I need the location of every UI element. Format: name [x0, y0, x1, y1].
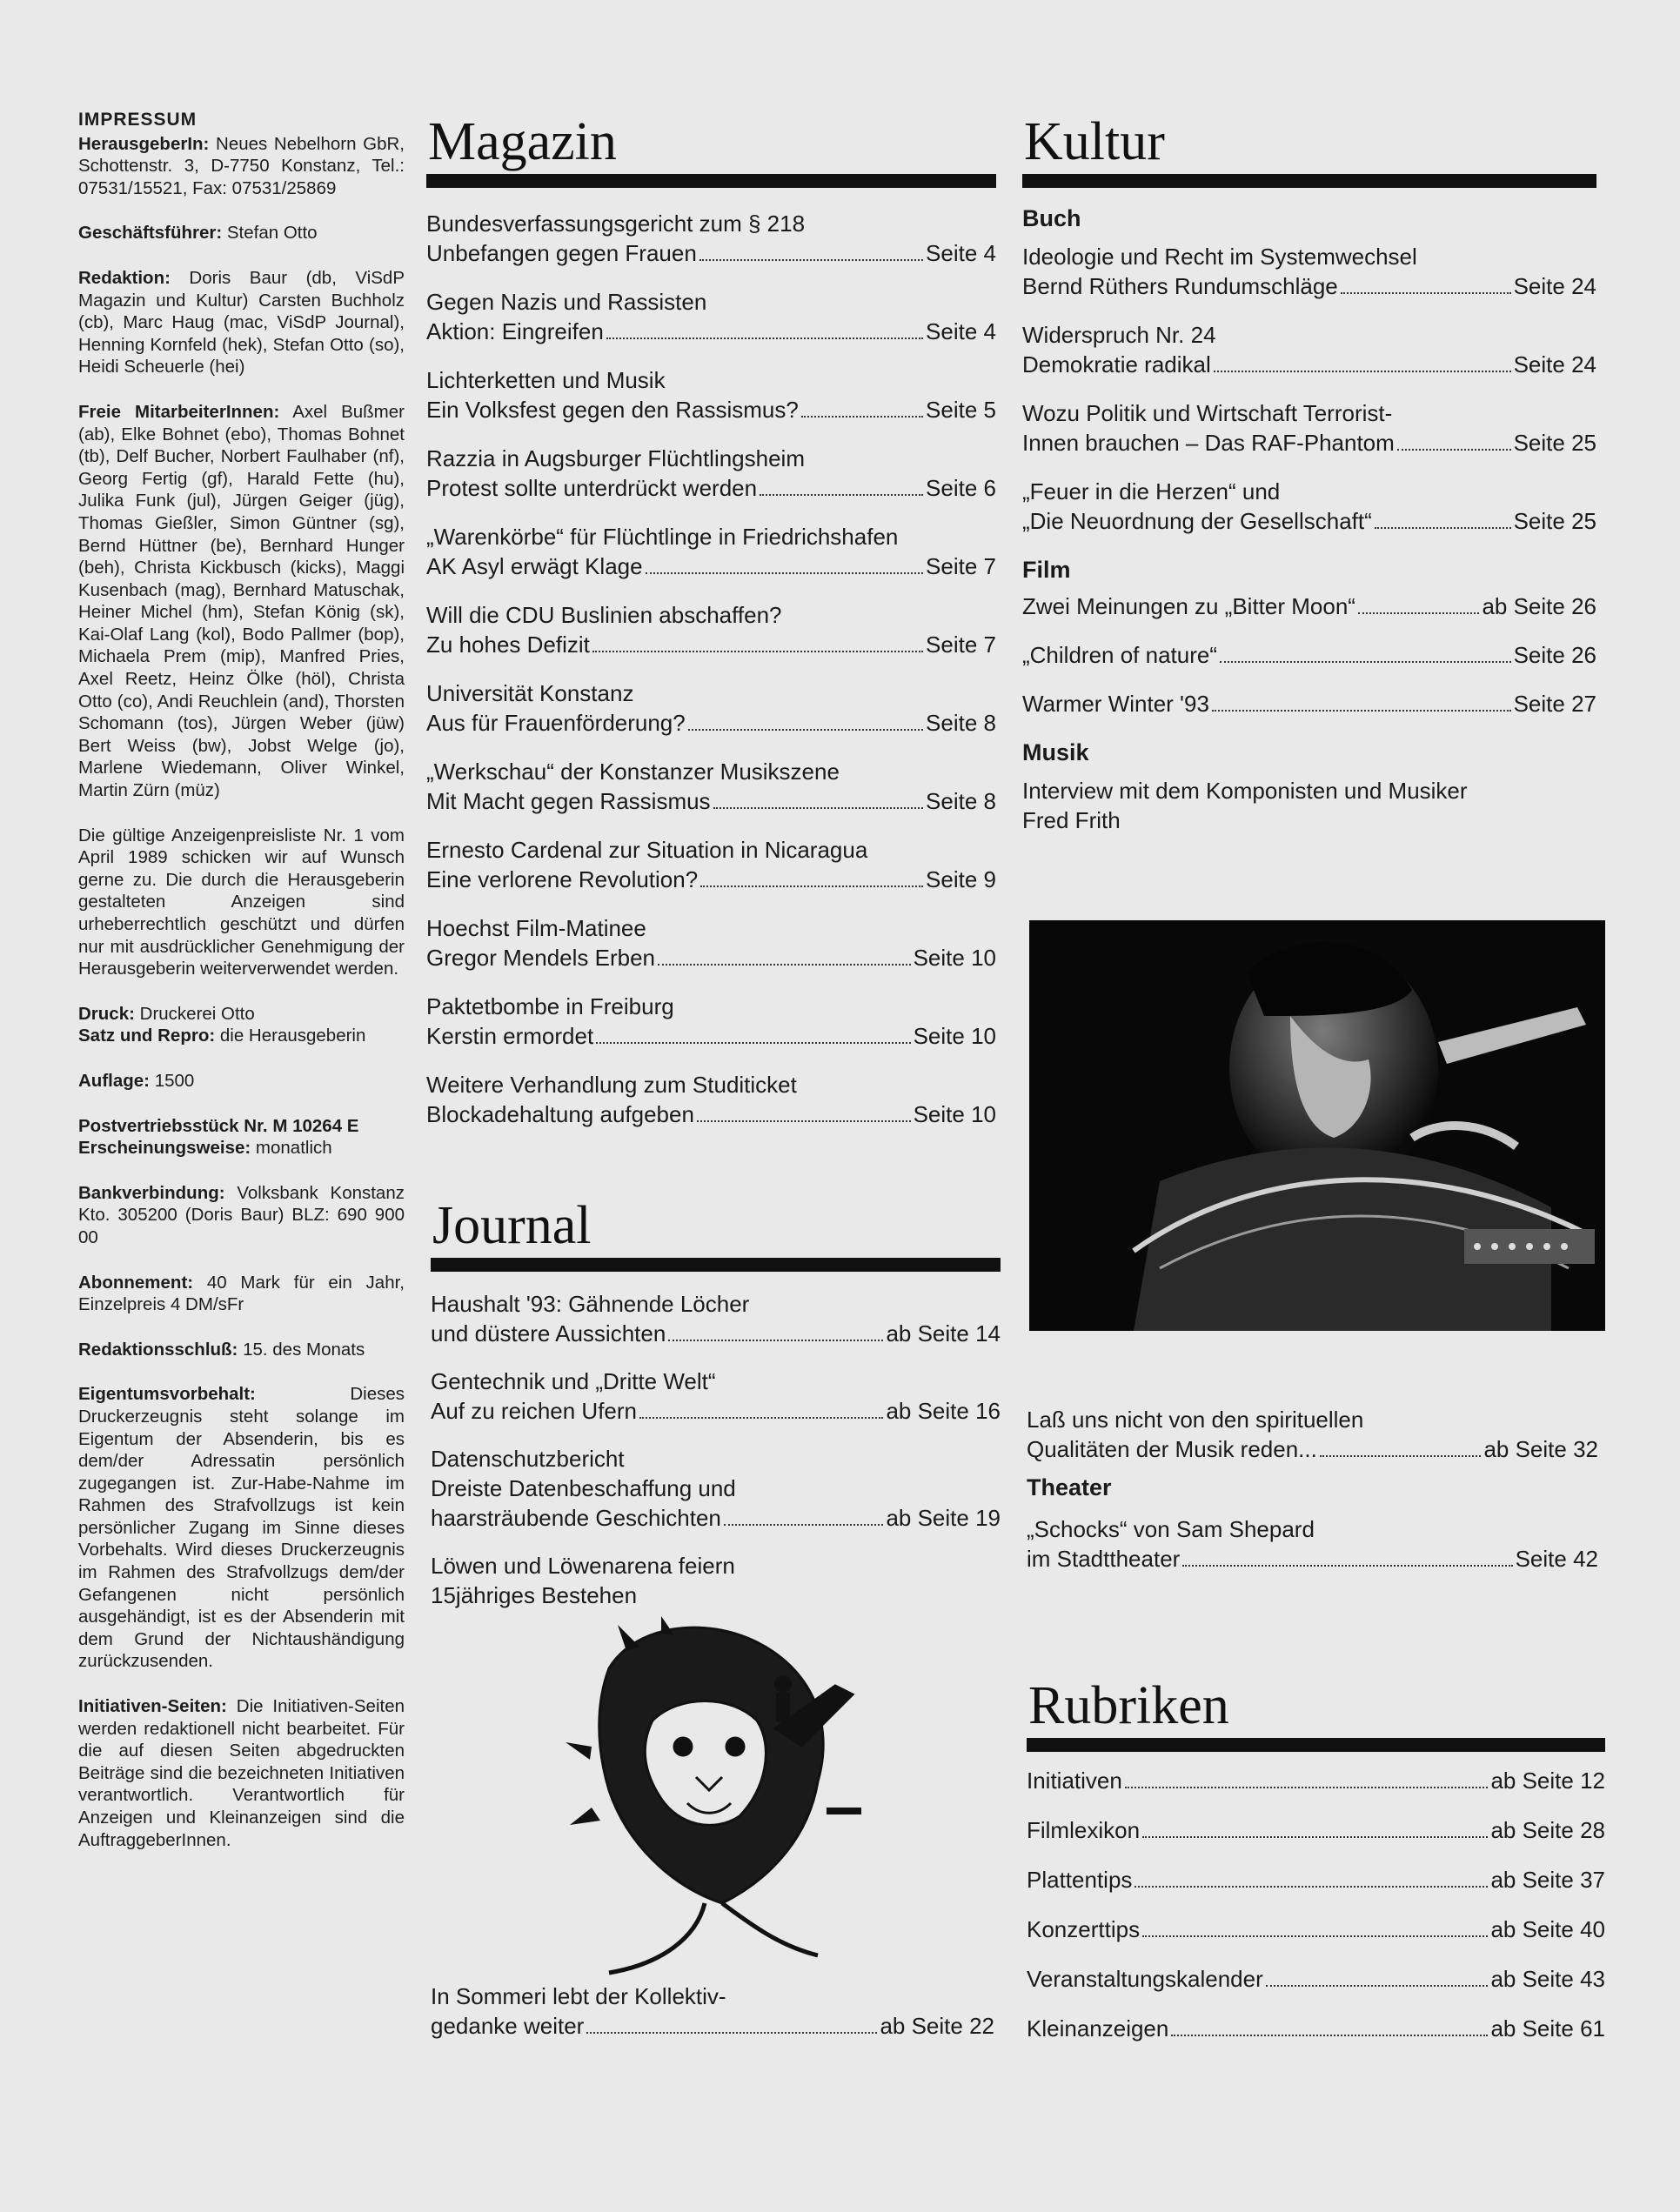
impressum-text: Doris Baur (db, ViSdP Magazin und Kultur) Carsten Buchholz (cb), Marc Haug (mac, ViSdP Journal), Henning Kornfeld (hek), Stefan Otto (so), Heidi Scheuerle (hei): [78, 267, 405, 378]
entry-subtitle: Zu hohes Defizit: [426, 632, 590, 658]
entry-subtitle: Ein Volksfest gegen den Rassismus?: [426, 397, 799, 423]
leader-dots: [1142, 1836, 1488, 1838]
page-number: ab Seite 16: [886, 1398, 1001, 1424]
impressum-blocks: [78, 133, 405, 1852]
journal-after-entry: [431, 1981, 994, 2041]
page-number: Seite 27: [1513, 691, 1596, 717]
lion-drawing-image: [557, 1616, 887, 1981]
impressum-text: 1500: [150, 1070, 195, 1091]
leader-dots: [713, 807, 923, 809]
page-number: Seite 5: [926, 397, 996, 423]
impressum-label: HerausgeberIn:: [78, 133, 210, 154]
impressum-block: [78, 1003, 405, 1047]
entry-line: [431, 1396, 1001, 1426]
leader-dots: [1212, 710, 1511, 712]
toc-entry: [431, 1981, 994, 2041]
entry-line: [426, 865, 996, 894]
entry-line: [426, 1021, 996, 1051]
page-number: Seite 25: [1513, 430, 1596, 456]
leader-dots: [1375, 527, 1511, 529]
toc-entry: [1027, 1865, 1605, 1895]
entry-subtitle: Unbefangen gegen Frauen: [426, 240, 697, 266]
impressum-label: Erscheinungsweise:: [78, 1138, 251, 1159]
toc-entry: [1027, 1815, 1605, 1845]
entry-line: [1022, 506, 1596, 536]
entry-title: Razzia in Augsburger Flüchtlingsheim: [426, 445, 805, 471]
entry-line: [1027, 1964, 1605, 1994]
entry-line: [1022, 689, 1596, 718]
subheading-musik: Musik: [1022, 739, 1089, 765]
section-rubriken: [1027, 1676, 1605, 2063]
entry-title: Lichterketten und Musik: [426, 367, 666, 393]
toc-entry: [1022, 591, 1596, 621]
impressum-block: [78, 401, 405, 802]
impressum-block: [78, 1695, 405, 1851]
impressum-block: [78, 1339, 405, 1361]
entry-subtitle: Protest sollte unterdrückt werden: [426, 475, 758, 501]
page-number: ab Seite 22: [880, 2013, 994, 2039]
entry-line: [431, 2011, 994, 2041]
page-number: Seite 26: [1513, 642, 1596, 668]
entry-title: Dreiste Datenbeschaffung und: [431, 1475, 736, 1501]
leader-dots: [668, 1340, 883, 1341]
toc-entry: [426, 1070, 996, 1129]
entry-line: [1022, 428, 1596, 458]
leader-dots: [592, 651, 923, 652]
toc-entry: [1027, 1964, 1605, 1994]
toc-entry: [431, 1444, 1001, 1533]
entry-line: [1027, 1766, 1605, 1795]
impressum-block: [78, 1115, 405, 1159]
entry-subtitle: und düstere Aussichten: [431, 1320, 666, 1347]
entry-line: [1022, 271, 1596, 301]
entry-title: Weitere Verhandlung zum Studiticket: [426, 1072, 797, 1098]
entry-subtitle: Zwei Meinungen zu „Bitter Moon“: [1022, 593, 1355, 619]
page-number: ab Seite 12: [1490, 1768, 1605, 1794]
toc-entry: [426, 522, 996, 581]
toc-entry: [426, 365, 996, 424]
leader-dots: [1214, 371, 1511, 372]
impressum-text: 40 Mark für ein Jahr, Einzelpreis 4 DM/sFr: [78, 1272, 405, 1315]
leader-dots: [1182, 1565, 1512, 1567]
toc-entry: [1022, 242, 1596, 301]
entry-subtitle: Bernd Rüthers Rundumschläge: [1022, 273, 1338, 299]
entry-title: Bundesverfassungsgericht zum § 218: [426, 211, 806, 237]
page-number: Seite 42: [1515, 1546, 1598, 1572]
toc-entry: [426, 835, 996, 894]
page-number: ab Seite 19: [886, 1505, 1001, 1531]
page-number: ab Seite 28: [1490, 1817, 1605, 1843]
leader-dots: [700, 885, 923, 887]
kultur-buch-list: [1022, 242, 1596, 536]
page-number: Seite 6: [926, 475, 996, 501]
kultur-musik-intro: [1022, 776, 1596, 835]
leader-dots: [1397, 449, 1511, 451]
leader-dots: [801, 416, 923, 418]
impressum-text: Axel Bußmer (ab), Elke Bohnet (ebo), Thomas Bohnet (tb), Delf Bucher, Norbert Faulhaber (nf), Georg Fertig (gf), Harald Fette (hu), Julika Funk (jul), Jürgen Geiger (jüg), Thomas Gießler, Simon Güntner (sg), Bernd Hüttner (be), Bernhard Hunger (beh), Christa Kickbusch (kicks), Maggi Kusenbach (mag), Bernhard Matuschak, Heiner Michel (hm), Stefan König (sk), Kai-Olaf Lang (kol), Bodo Pallmer (bop), Michaela Prem (mip), Manfred Pries, Axel Reetz, Heinz Ölke (höl), Christa Otto (co), Andi Reuchlein (and), Thorsten Schomann (tos), Jürgen Weber (jüw) Bert Weiss (bw), Jobst Welge (jo), Marlene Wiedemann, Oliver Winkel, Martin Zürn (müz): [78, 401, 405, 801]
impressum-label: Redaktionsschluß:: [78, 1339, 238, 1360]
entry-subtitle: Mit Macht gegen Rassismus: [426, 788, 711, 814]
section-heading-rubriken: Rubriken: [1028, 1676, 1229, 1735]
page-number: Seite 25: [1513, 508, 1596, 534]
entry-subtitle: Innen brauchen – Das RAF-Phantom: [1022, 430, 1395, 456]
kultur-theater-list: [1027, 1514, 1598, 1574]
rubriken-entry-list: [1027, 1766, 1605, 2043]
entry-subtitle: Auf zu reichen Ufern: [431, 1398, 638, 1424]
impressum-label: Postvertriebsstück Nr. M 10264 E: [78, 1115, 359, 1136]
toc-entry: [1027, 1766, 1605, 1795]
impressum-column: [78, 109, 405, 1874]
entry-title: „Feuer in die Herzen“ und: [1022, 478, 1281, 505]
entry-line: [1027, 1915, 1605, 1944]
magazin-entry-list: [426, 209, 996, 1129]
impressum-text: Dieses Druckerzeugnis steht solange im Eigentum der Absenderin, bis es dem/der Adressatin persönlich zugegangen ist. Zur-Habe-Nahme im Rahmen des Strafvollzugs ist kein persönlicher Zugang im Sinne dieses Vorbehalts. Wird dieses Druckerzeugnis im Rahmen des Strafvollzugs dem/der Gefangenen nicht persönlich ausgehändigt, ist es der Absenderin mit dem Grund der Nichtaushändigung zurückzusenden.: [78, 1384, 405, 1672]
toc-entry: [1027, 2014, 1605, 2043]
entry-title: Paktetbombe in Freiburg: [426, 993, 674, 1019]
leader-dots: [699, 259, 923, 261]
entry-line: [426, 630, 996, 659]
page-number: Seite 4: [926, 318, 996, 344]
toc-entry: [1027, 1405, 1598, 1464]
entry-line: [426, 943, 996, 972]
impressum-block: [78, 1272, 405, 1316]
entry-line: [426, 395, 996, 424]
entry-subtitle: Filmlexikon: [1027, 1817, 1141, 1843]
entry-title: Will die CDU Buslinien abschaffen?: [426, 602, 782, 628]
page-number: ab Seite 37: [1490, 1867, 1605, 1893]
impressum-label: Bankverbindung:: [78, 1182, 225, 1203]
page-number: ab Seite 40: [1490, 1916, 1605, 1942]
leader-dots: [1320, 1455, 1482, 1457]
entry-line: [426, 317, 996, 346]
entry-subtitle: „Children of nature“: [1022, 642, 1217, 668]
page-number: Seite 7: [926, 553, 996, 579]
entry-line: [1027, 1865, 1605, 1895]
entry-line: [431, 1503, 1001, 1533]
impressum-text: Neues Nebelhorn GbR, Schottenstr. 3, D-7750 Konstanz, Tel.: 07531/15521, Fax: 07531/25869: [78, 133, 405, 198]
page-number: Seite 8: [926, 788, 996, 814]
entry-line: [426, 238, 996, 268]
leader-dots: [646, 572, 923, 574]
toc-entry: [426, 678, 996, 738]
leader-dots: [586, 2032, 877, 2034]
entry-line: [1027, 2014, 1605, 2043]
entry-subtitle: Aktion: Eingreifen: [426, 318, 604, 344]
page-number: ab Seite 32: [1483, 1436, 1598, 1462]
toc-entry: [431, 1551, 1001, 1610]
entry-title: Haushalt '93: Gähnende Löcher: [431, 1291, 750, 1317]
entry-subtitle: haarsträubende Geschichten: [431, 1505, 721, 1531]
entry-line: [426, 551, 996, 581]
toc-entry: [426, 209, 996, 268]
entry-line: [1027, 1434, 1598, 1464]
section-heading-kultur: Kultur: [1024, 112, 1165, 171]
entry-subtitle: Warmer Winter '93: [1022, 691, 1209, 717]
entry-line: [426, 473, 996, 503]
leader-dots: [658, 964, 911, 966]
entry-subtitle: im Stadttheater: [1027, 1546, 1181, 1572]
page-number: Seite 10: [913, 1101, 996, 1127]
section-rule: [431, 1258, 1001, 1272]
toc-entry: [426, 287, 996, 346]
leader-dots: [1142, 1935, 1488, 1937]
impressum-label: Eigentumsvorbehalt:: [78, 1384, 256, 1405]
leader-dots: [1135, 1886, 1488, 1888]
entry-subtitle: Gregor Mendels Erben: [426, 945, 656, 971]
section-magazin: [426, 112, 996, 1148]
entry-title: In Sommeri lebt der Kollektiv-: [431, 1983, 726, 2009]
impressum-text: 15. des Monats: [238, 1339, 365, 1360]
entry-line: [1022, 591, 1596, 621]
leader-dots: [1358, 612, 1479, 614]
impressum-block: [78, 1070, 405, 1093]
page-number: Seite 24: [1513, 273, 1596, 299]
entry-title: Widerspruch Nr. 24: [1022, 322, 1216, 348]
entry-title: Ernesto Cardenal zur Situation in Nicaragua: [426, 837, 868, 863]
impressum-label: Druck:: [78, 1003, 135, 1024]
entry-line: [426, 1099, 996, 1129]
section-heading-magazin: Magazin: [428, 112, 617, 171]
entry-title: Gegen Nazis und Rassisten: [426, 289, 707, 315]
page-number: Seite 7: [926, 632, 996, 658]
entry-subtitle: Aus für Frauenförderung?: [426, 710, 686, 736]
impressum-block: [78, 1182, 405, 1249]
entry-title: „Schocks“ von Sam Shepard: [1027, 1516, 1315, 1542]
toc-entry: [1022, 776, 1596, 835]
toc-entry: [431, 1367, 1001, 1426]
impressum-text: Die gültige Anzeigenpreisliste Nr. 1 vom April 1989 schicken wir auf Wunsch gerne zu. Die durch die Herausgeberin gestalteten Anzeigen sind urheberrechtlich geschützt und dürfen nur mit ausdrücklicher Genehmigung der Herausgeberin weiterverwendet werden.: [78, 825, 405, 979]
toc-entry: [1022, 320, 1596, 379]
impressum-label: Geschäftsführer:: [78, 223, 223, 244]
leader-dots: [606, 337, 923, 339]
toc-entry: [1027, 1514, 1598, 1574]
impressum-text: die Herausgeberin: [215, 1026, 366, 1046]
leader-dots: [1220, 661, 1511, 663]
leader-dots: [1125, 1787, 1489, 1788]
section-rule: [1027, 1738, 1605, 1752]
impressum-text: monatlich: [251, 1138, 332, 1159]
page-number: ab Seite 14: [886, 1320, 1001, 1347]
toc-entry: [1027, 1915, 1605, 1944]
entry-line: [1022, 350, 1596, 379]
impressum-block: [78, 267, 405, 378]
impressum-label: Redaktion:: [78, 267, 171, 288]
entry-line: [1022, 640, 1596, 670]
impressum-label: Abonnement:: [78, 1272, 194, 1293]
entry-title: Wozu Politik und Wirtschaft Terrorist-: [1022, 400, 1393, 426]
leader-dots: [1341, 292, 1511, 294]
kultur-musik-after: [1027, 1405, 1598, 1464]
entry-subtitle: Kleinanzeigen: [1027, 2015, 1169, 2042]
impressum-text: Die Initiativen-Seiten werden redaktionell nicht bearbeitet. Für die auf diesen Seiten abgedruckten Beiträge sind die bezeichneten Initiativen verantwortlich. Verantwortlich für Anzeigen und Kleinanzeigen sind die AuftraggeberInnen.: [78, 1696, 405, 1850]
page-number: Seite 9: [926, 866, 996, 892]
subheading-film: Film: [1022, 557, 1071, 583]
journal-after-image-entry: [431, 1981, 994, 2041]
toc-entry: [426, 992, 996, 1051]
leader-dots: [697, 1120, 911, 1122]
kultur-continued: [1027, 1405, 1598, 1574]
toc-entry: [1022, 640, 1596, 670]
leader-dots: [1171, 2035, 1488, 2036]
entry-subtitle: Blockadehaltung aufgeben: [426, 1101, 694, 1127]
section-rule: [426, 174, 996, 188]
entry-subtitle: „Die Neuordnung der Gesellschaft“: [1022, 508, 1372, 534]
impressum-block: [78, 222, 405, 244]
page-number: ab Seite 26: [1482, 593, 1596, 619]
entry-line: [1027, 1544, 1598, 1574]
journal-entry-list: [431, 1289, 1001, 1610]
entry-title: Universität Konstanz: [426, 680, 634, 706]
page-number: Seite 10: [913, 1023, 996, 1049]
page-number: Seite 10: [913, 945, 996, 971]
entry-line: [426, 786, 996, 816]
impressum-block: [78, 1383, 405, 1673]
entry-subtitle: gedanke weiter: [431, 2013, 585, 2039]
subheading-buch: Buch: [1022, 205, 1081, 231]
impressum-block: [78, 133, 405, 200]
entry-subtitle: Eine verlorene Revolution?: [426, 866, 699, 892]
leader-dots: [688, 729, 923, 731]
entry-subtitle: Initiativen: [1027, 1768, 1122, 1794]
musician-photo: [1029, 920, 1605, 1331]
entry-title: Datenschutzbericht: [431, 1446, 625, 1472]
impressum-text: Stefan Otto: [222, 223, 318, 244]
entry-title: Löwen und Löwenarena feiern: [431, 1553, 735, 1579]
impressum-label: Satz und Repro:: [78, 1026, 216, 1046]
entry-title: Hoechst Film-Matinee: [426, 915, 646, 941]
entry-title: 15jähriges Bestehen: [431, 1582, 638, 1608]
entry-subtitle: Demokratie radikal: [1022, 351, 1211, 378]
entry-subtitle: Qualitäten der Musik reden...: [1027, 1436, 1317, 1462]
toc-entry: [426, 757, 996, 816]
toc-entry: [431, 1289, 1001, 1348]
entry-subtitle: Veranstaltungskalender: [1027, 1966, 1263, 1992]
section-rule: [1022, 174, 1596, 188]
entry-subtitle: AK Asyl erwägt Klage: [426, 553, 643, 579]
leader-dots: [1266, 1985, 1489, 1987]
toc-entry: [426, 913, 996, 972]
entry-title: „Werkschau“ der Konstanzer Musikszene: [426, 758, 840, 785]
entry-title: „Warenkörbe“ für Flüchtlinge in Friedrichshafen: [426, 524, 899, 550]
section-heading-journal: Journal: [432, 1196, 592, 1255]
page-number: ab Seite 43: [1490, 1966, 1605, 1992]
toc-entry: [426, 444, 996, 503]
toc-entry: [1022, 398, 1596, 458]
toc-entry: [1022, 689, 1596, 718]
impressum-text: Volksbank Konstanz Kto. 305200 (Doris Baur) BLZ: 690 900 00: [78, 1182, 405, 1247]
entry-line: [431, 1319, 1001, 1348]
leader-dots: [724, 1524, 884, 1526]
entry-line: [426, 708, 996, 738]
impressum-label: Auflage:: [78, 1070, 150, 1091]
entry-title: Interview mit dem Komponisten und Musiker: [1022, 778, 1468, 804]
entry-title: Ideologie und Recht im Systemwechsel: [1022, 244, 1417, 270]
impressum-label: Initiativen-Seiten:: [78, 1696, 227, 1717]
page-number: Seite 24: [1513, 351, 1596, 378]
entry-subtitle: Kerstin ermordet: [426, 1023, 594, 1049]
kultur-film-list: [1022, 591, 1596, 718]
entry-title: Laß uns nicht von den spirituellen: [1027, 1407, 1364, 1433]
impressum-title: IMPRESSUM: [78, 110, 197, 130]
entry-subtitle: Plattentips: [1027, 1867, 1133, 1893]
leader-dots: [639, 1417, 883, 1419]
impressum-block: [78, 825, 405, 980]
impressum-text: Druckerei Otto: [134, 1003, 255, 1024]
page-number: ab Seite 61: [1490, 2015, 1605, 2042]
entry-line: [1027, 1815, 1605, 1845]
entry-title: Gentechnik und „Dritte Welt“: [431, 1368, 716, 1394]
leader-dots: [760, 494, 923, 496]
entry-subtitle: Konzerttips: [1027, 1916, 1141, 1942]
impressum-label: Freie MitarbeiterInnen:: [78, 401, 280, 422]
page-number: Seite 4: [926, 240, 996, 266]
subheading-theater: Theater: [1027, 1474, 1112, 1500]
leader-dots: [596, 1042, 910, 1044]
section-journal: [431, 1196, 1001, 1628]
section-kultur: [1022, 112, 1596, 835]
page-number: Seite 8: [926, 710, 996, 736]
entry-title: Fred Frith: [1022, 807, 1121, 833]
toc-entry: [426, 600, 996, 659]
toc-entry: [1022, 477, 1596, 536]
